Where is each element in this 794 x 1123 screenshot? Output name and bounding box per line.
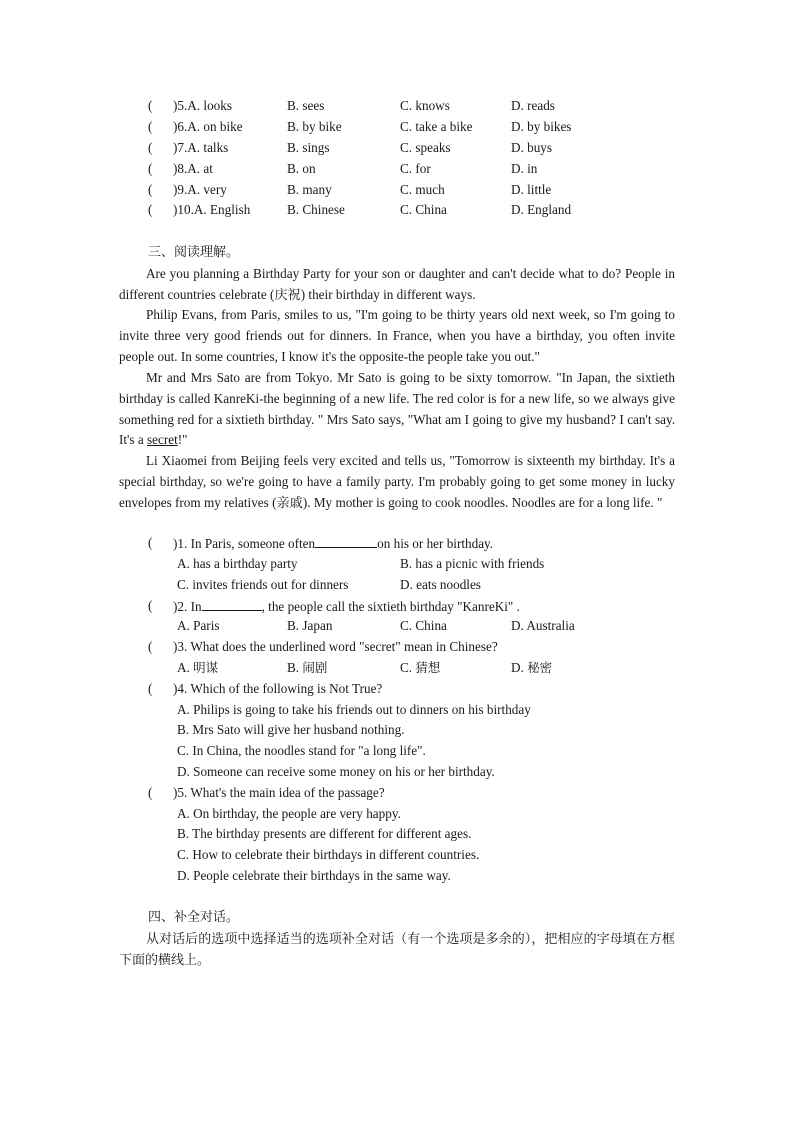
option-text: 猜想	[415, 660, 441, 675]
option-b: B. has a picnic with friends	[400, 556, 545, 571]
stem-text-end: on his or her birthday.	[377, 536, 494, 551]
answer-paren: (	[148, 535, 153, 550]
option-d	[511, 658, 552, 678]
dialogue-instruction: 从对话后的选项中选择适当的选项补全对话（有一个选项是多余的），把相应的字母填在方框下面的横线上。	[119, 932, 675, 968]
option-d: D. in	[511, 161, 538, 176]
option-d: D. by bikes	[511, 119, 572, 134]
option-b: B. many	[287, 182, 332, 197]
cloze-item-9	[0, 180, 794, 200]
cloze-item-8	[0, 159, 794, 179]
option-a: A. On birthday, the people are very happy.	[177, 806, 401, 821]
question-5-option-d	[0, 866, 794, 886]
stem-text: )1. In Paris, someone often	[173, 536, 316, 551]
option-text: 秘密	[527, 660, 553, 675]
question-4-option-c	[0, 741, 794, 761]
option-b: B. on	[287, 161, 316, 176]
answer-paren: (	[148, 140, 153, 155]
option-c: C. much	[400, 182, 445, 197]
option-d: D. Australia	[511, 618, 575, 633]
option-b: B. Chinese	[287, 202, 345, 217]
stem-text-end: , the people call the sixtieth birthday "KanreKi" .	[261, 599, 520, 614]
question-1-options-ab	[0, 554, 794, 574]
paragraph-text: Mr and Mrs Sato are from Tokyo. Mr Sato is going to be sixty tomorrow. "In Japan, the sixtieth birthday is called KanreKi-the beginning of a new life. The red color is for a new life, so we always give something red for a sixtieth birthday. " Mrs Sato says, "What am I going to give my husband? I can't say. It's a	[119, 370, 675, 448]
passage-paragraph-2: Philip Evans, from Paris, smiles to us, "I'm going to be thirty years old next week, so I'm going to invite three very good friends out for dinners. In France, when you have a birthday, you often invite people out. In some countries, I know it's the opposite-the people take you out."	[119, 307, 675, 364]
section-heading-dialogue: 四、补全对话。	[148, 910, 240, 925]
question-2-options	[0, 616, 794, 636]
underlined-word: secret	[147, 432, 178, 448]
question-1	[0, 533, 794, 553]
option-c: C. China	[400, 202, 447, 217]
option-b: B. The birthday presents are different for different ages.	[177, 826, 472, 841]
option-c: C. for	[400, 161, 431, 176]
cloze-item-10	[0, 200, 794, 220]
cloze-item-7	[0, 138, 794, 158]
option-c: C. How to celebrate their birthdays in different countries.	[177, 847, 480, 862]
question-4-option-a	[0, 700, 794, 720]
answer-blank	[202, 596, 262, 611]
option-b: B. sees	[287, 98, 325, 113]
option-d: D. People celebrate their birthdays in the same way.	[177, 868, 451, 883]
option-text: 明谋	[193, 660, 219, 675]
option-a: A. Philips is going to take his friends out to dinners on his birthday	[177, 702, 531, 717]
question-stem	[173, 533, 493, 554]
option-d: D. little	[511, 182, 552, 197]
option-c: C. invites friends out for dinners	[177, 577, 349, 592]
cloze-item-6	[0, 117, 794, 137]
question-stem: )5. What's the main idea of the passage?	[173, 785, 385, 800]
option-b: B. by bike	[287, 119, 342, 134]
option-c: C. China	[400, 618, 447, 633]
option-a: )6.A. on bike	[173, 119, 243, 134]
option-b: B. sings	[287, 140, 330, 155]
option-c: C. take a bike	[400, 119, 473, 134]
question-2	[0, 596, 794, 616]
option-letter: D.	[511, 660, 524, 675]
option-a	[177, 658, 218, 678]
option-a: )5.A. looks	[173, 98, 232, 113]
passage-paragraph-1: Are you planning a Birthday Party for your son or daughter and can't decide what to do? People in different countries celebrate (庆祝) their birthday in different ways.	[119, 266, 675, 302]
option-letter: B.	[287, 660, 300, 675]
section-heading-reading: 三、阅读理解。	[148, 245, 240, 260]
question-5-option-a	[0, 804, 794, 824]
option-a: )10.A. English	[173, 202, 251, 217]
option-d: D. Someone can receive some money on his or her birthday.	[177, 764, 495, 779]
question-stem: )4. Which of the following is Not True?	[173, 681, 383, 696]
answer-paren: (	[148, 161, 153, 176]
question-5-option-b	[0, 824, 794, 844]
option-a: A. Paris	[177, 618, 220, 633]
question-stem	[173, 596, 520, 617]
answer-paren: (	[148, 98, 153, 113]
passage-paragraph-4: Li Xiaomei from Beijing feels very excited and tells us, "Tomorrow is sixteenth my birthday. It's a special birthday, so we're going to have a family party. I'm probably going to get some money in lucky envelopes from my relatives (亲戚). My mother is going to cook noodles. Noodles are for a long life. "	[119, 453, 675, 510]
answer-blank	[315, 533, 377, 548]
question-1-options-cd	[0, 575, 794, 595]
question-5	[0, 783, 794, 803]
option-b: B. Japan	[287, 618, 333, 633]
option-d: D. England	[511, 202, 572, 217]
option-c: C. In China, the noodles stand for "a long life".	[177, 743, 426, 758]
question-5-option-c	[0, 845, 794, 865]
answer-paren: (	[148, 202, 153, 217]
answer-paren: (	[148, 598, 153, 613]
paragraph-text-end: !"	[177, 432, 188, 448]
answer-paren: (	[148, 639, 153, 654]
question-stem: )3. What does the underlined word "secret" mean in Chinese?	[173, 639, 498, 654]
question-3	[0, 637, 794, 657]
question-4-option-b	[0, 720, 794, 740]
option-a: A. has a birthday party	[177, 556, 298, 571]
option-d: D. reads	[511, 98, 555, 113]
option-text: 闹剧	[302, 660, 328, 675]
option-letter: C.	[400, 660, 413, 675]
stem-text: )2. In	[173, 599, 202, 614]
question-4	[0, 679, 794, 699]
option-a: )8.A. at	[173, 161, 213, 176]
option-a: )7.A. talks	[173, 140, 229, 155]
option-d: D. eats noodles	[400, 577, 481, 592]
question-4-option-d	[0, 762, 794, 782]
option-d: D. buys	[511, 140, 553, 155]
option-c: C. speaks	[400, 140, 451, 155]
question-3-options	[0, 658, 794, 678]
passage-paragraph-3	[119, 368, 675, 451]
option-c	[400, 658, 440, 678]
option-letter: A.	[177, 660, 190, 675]
option-a: )9.A. very	[173, 182, 227, 197]
answer-paren: (	[148, 785, 153, 800]
option-b	[287, 658, 327, 678]
answer-paren: (	[148, 119, 153, 134]
option-c: C. knows	[400, 98, 450, 113]
option-b: B. Mrs Sato will give her husband nothing.	[177, 722, 405, 737]
answer-paren: (	[148, 182, 153, 197]
answer-paren: (	[148, 681, 153, 696]
cloze-item-5	[0, 96, 794, 116]
